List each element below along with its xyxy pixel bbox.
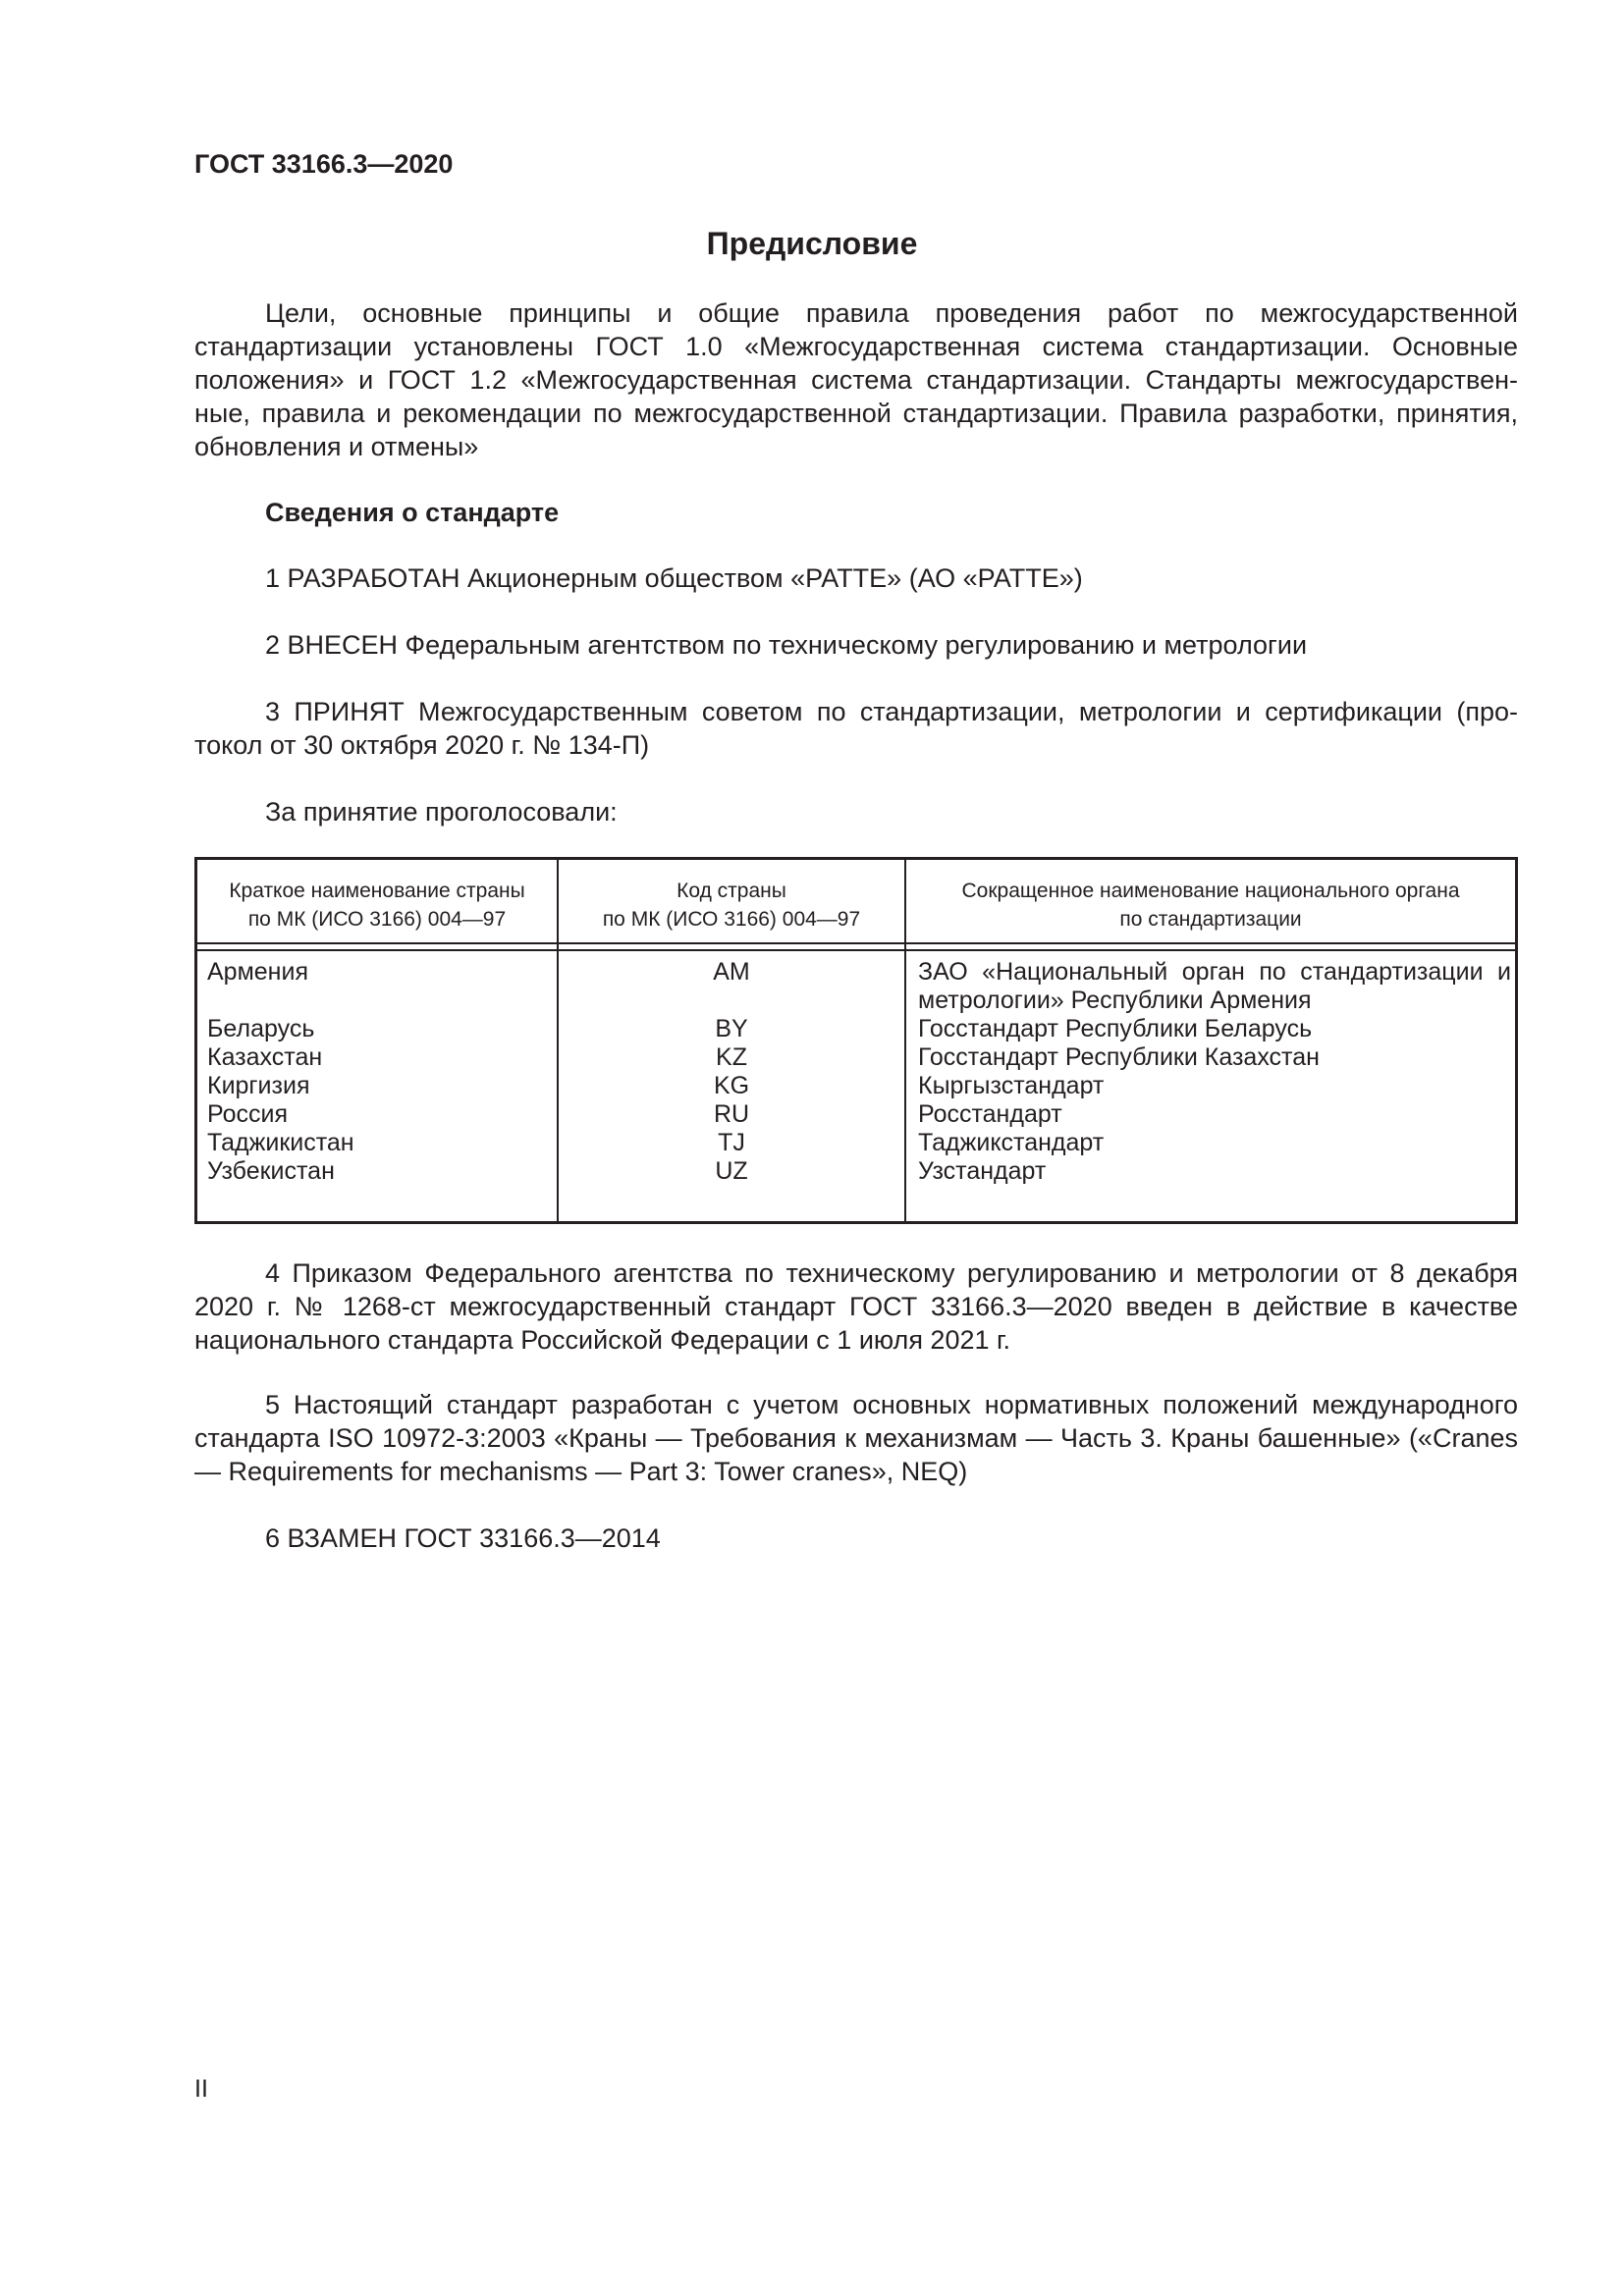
- header-divider: [197, 949, 1515, 951]
- table-cell-country: Узбекистан: [207, 1157, 335, 1185]
- item-2-submitted: 2 ВНЕСЕН Федеральным агентством по техническому регулированию и метрологии: [265, 630, 1308, 660]
- table-cell-code: KZ: [716, 1043, 747, 1071]
- voted-label: За принятие проголосовали:: [265, 797, 618, 827]
- code-column: [559, 958, 904, 1186]
- table-cell-body: Росстандарт: [918, 1100, 1062, 1128]
- table-cell-body: ЗАО «Национальный орган по стандартизации и метрологии» Республики Армения: [918, 958, 1511, 1014]
- standard-info-heading: Сведения о стандарте: [265, 498, 560, 527]
- document-code-header: ГОСТ 33166.3—2020: [194, 149, 454, 179]
- table-cell-code: BY: [715, 1015, 748, 1042]
- table-cell-code: AM: [713, 958, 750, 986]
- table-cell-body: Таджикстандарт: [918, 1129, 1105, 1156]
- country-column: [207, 958, 551, 1186]
- column-header-country: Краткое наименование страны по МК (ИСО 3166) 004—97: [229, 880, 525, 931]
- table-cell-country: Таджикистан: [207, 1129, 354, 1156]
- table-cell-country: Беларусь: [207, 1015, 315, 1042]
- table-cell-body: Госстандарт Республики Беларусь: [918, 1015, 1313, 1042]
- column-header-code: Код страны по МК (ИСО 3166) 004—97: [602, 880, 861, 931]
- table-cell-country: Армения: [207, 958, 308, 986]
- item-1-developed: 1 РАЗРАБОТАН Акционерным обществом «РАТТЕ» (АО «РАТТЕ»): [265, 563, 1083, 593]
- item-6-replaces: 6 ВЗАМЕН ГОСТ 33166.3—2014: [265, 1523, 661, 1553]
- intro-paragraph: Цели, основные принципы и общие правила проведения работ по межгосударственной стандартизации установлены ГОСТ 1.0 «Межгосударственная система стандартизации. Основные положения» и ГОСТ 1.2 «Межгосударственная система стандартизации. Стандарты межгосударствен-ные, правила и рекомендации по межгосударственной стандартизации. Правила разработки, принятия, обновления и отмены»: [194, 298, 1518, 461]
- table-cell-body: Кыргызстандарт: [918, 1072, 1105, 1099]
- standards-body-column: [918, 958, 1511, 1186]
- item-3-adopted: 3 ПРИНЯТ Межгосударственным советом по стандартизации, метрологии и сертификации (про-токол от 30 октября 2020 г. № 134-П): [194, 697, 1518, 760]
- table-cell-code: RU: [713, 1100, 750, 1128]
- table-cell-body: Узстандарт: [918, 1157, 1047, 1185]
- table-cell-code: UZ: [715, 1157, 748, 1185]
- item-5-basis: 5 Настоящий стандарт разработан с учетом основных нормативных положений международного стандарта ISO 10972-3:2003 «Краны — Требования к механизмам — Часть 3. Краны башенные» («Cranes — Requirements for mechanisms — Part 3: Tower cranes», NEQ): [194, 1390, 1518, 1486]
- page-title: Предисловие: [706, 226, 918, 261]
- page-number: II: [194, 2075, 208, 2103]
- column-header-body: Сокращенное наименование национального органа по стандартизации: [961, 880, 1460, 931]
- voting-countries-table: [194, 857, 1518, 1224]
- table-cell-code: TJ: [718, 1129, 745, 1156]
- table-cell-country: Россия: [207, 1100, 288, 1128]
- table-cell-country: Киргизия: [207, 1072, 310, 1099]
- table-cell-country: Казахстан: [207, 1043, 323, 1071]
- table-cell-code: KG: [713, 1072, 750, 1099]
- item-4-order: 4 Приказом Федерального агентства по техническому регулированию и метрологии от 8 декабря 2020 г. № 1268-ст межгосударственный стандарт ГОСТ 33166.3—2020 введен в действие в качестве национального стандарта Российской Федерации с 1 июля 2021 г.: [194, 1258, 1518, 1355]
- table-cell-body: Госстандарт Республики Казахстан: [918, 1043, 1320, 1071]
- header-divider: [197, 942, 1515, 944]
